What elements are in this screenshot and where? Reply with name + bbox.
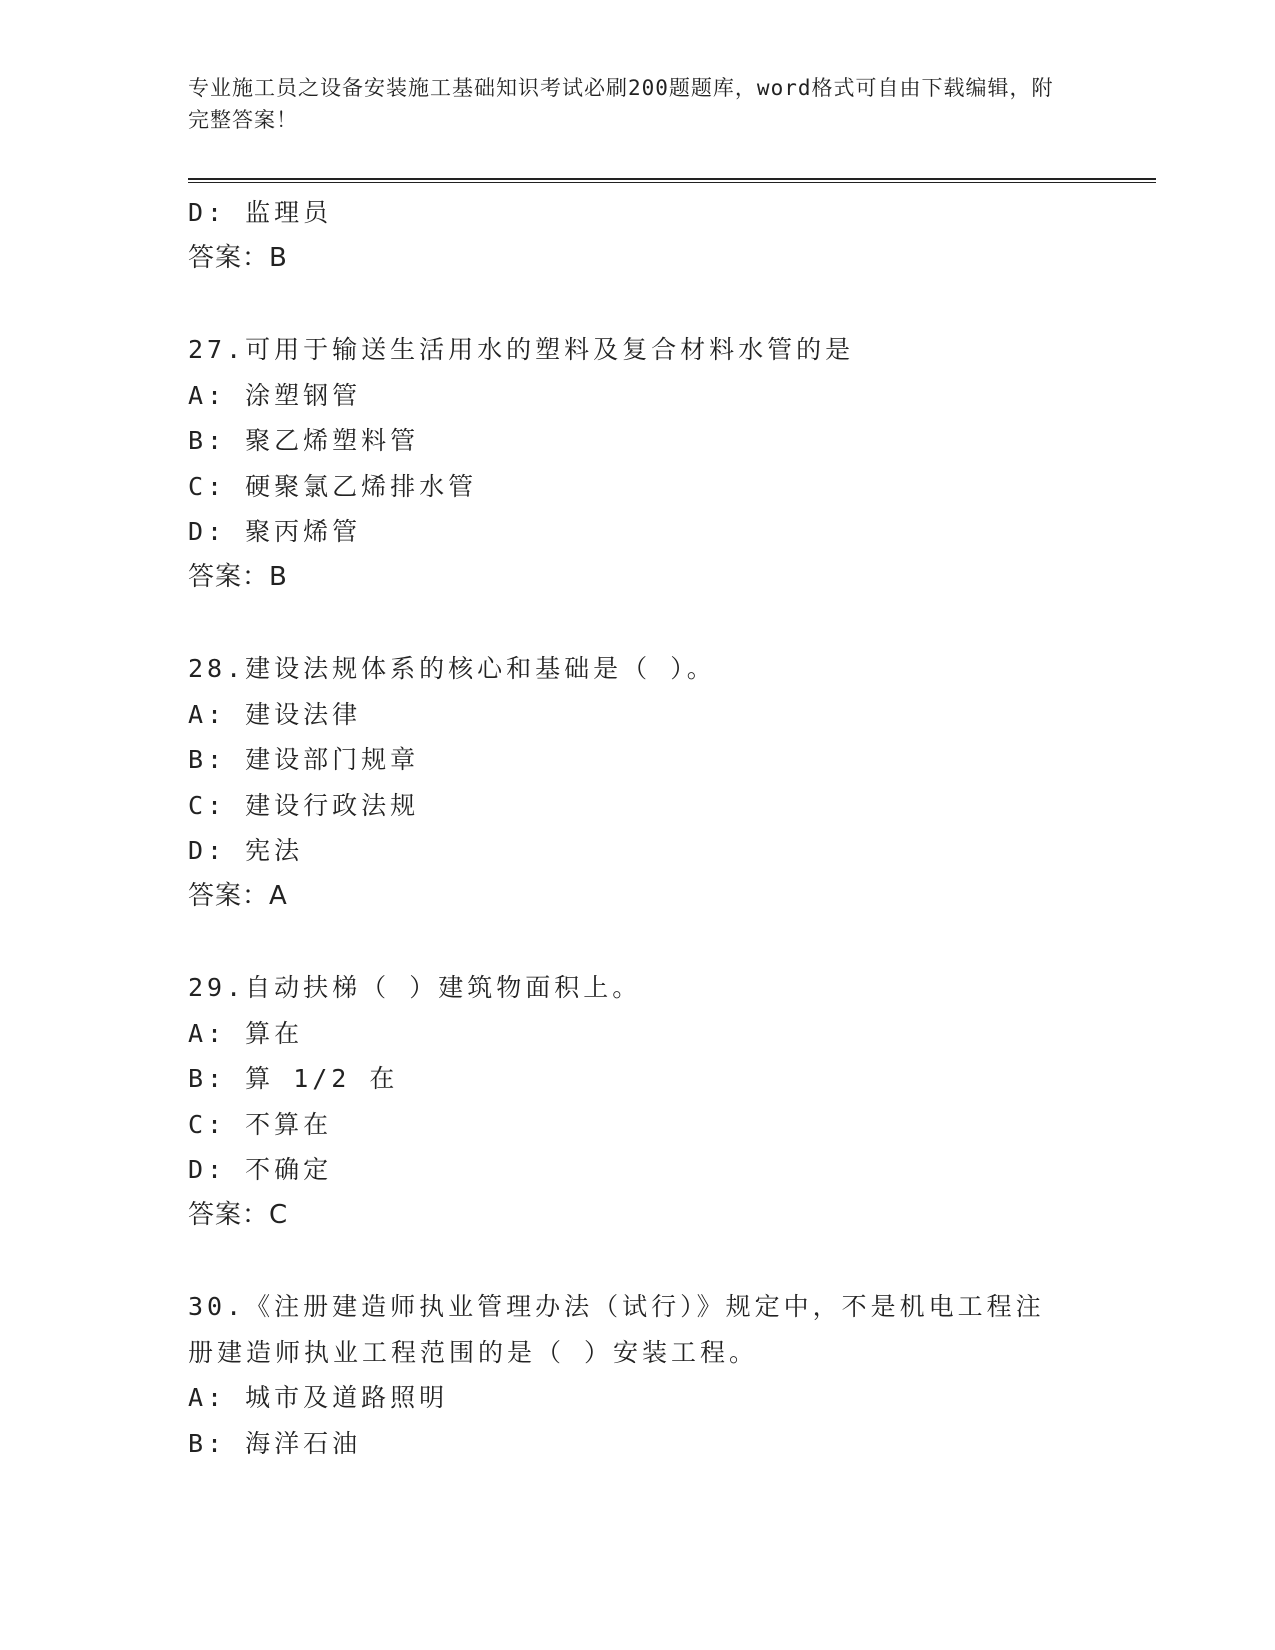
q29-option-c: C: 不算在 [188, 1109, 333, 1139]
q28-option-d: D: 宪法 [188, 836, 304, 865]
q29-option-b: B: 算 1/2 在 [188, 1064, 399, 1093]
question-list [188, 190, 1156, 1466]
q27-option-d: D: 聚丙烯管 [188, 517, 362, 546]
q26-option-d: D: 监理员 [188, 198, 333, 227]
q30-stem: 30.《注册建造师执业管理办法（试行）》规定中，不是机电工程注册建造师执业工程范围的是（ ）安装工程。 [188, 1292, 1045, 1367]
q29-stem: 29.自动扶梯（ ）建筑物面积上。 [188, 973, 642, 1002]
q28-answer: 答案：A [188, 880, 288, 911]
q28-stem: 28.建设法规体系的核心和基础是（ ）。 [188, 654, 716, 683]
q28-option-a: A: 建设法律 [188, 699, 362, 729]
q27-option-a: A: 涂塑钢管 [188, 380, 362, 410]
header-divider [188, 178, 1156, 183]
q27-stem: 27.可用于输送生活用水的塑料及复合材料水管的是 [188, 335, 855, 364]
q28-option-b: B: 建设部门规章 [188, 745, 420, 774]
q29-option-d: D: 不确定 [188, 1155, 333, 1184]
q27-answer: 答案：B [188, 561, 288, 592]
q30-option-a: A: 城市及道路照明 [188, 1383, 449, 1412]
q27-option-c: C: 硬聚氯乙烯排水管 [188, 471, 478, 501]
q30-option-b: B: 海洋石油 [188, 1428, 362, 1458]
q29-option-a: A: 算在 [188, 1018, 304, 1048]
q28-option-c: C: 建设行政法规 [188, 790, 420, 820]
q26-answer: 答案：B [188, 242, 288, 273]
q27-option-b: B: 聚乙烯塑料管 [188, 426, 420, 455]
document-header: 专业施工员之设备安装施工基础知识考试必刷200题题库，word格式可自由下载编辑，附完整答案！ [188, 76, 1054, 132]
q29-answer: 答案：C [188, 1199, 289, 1230]
